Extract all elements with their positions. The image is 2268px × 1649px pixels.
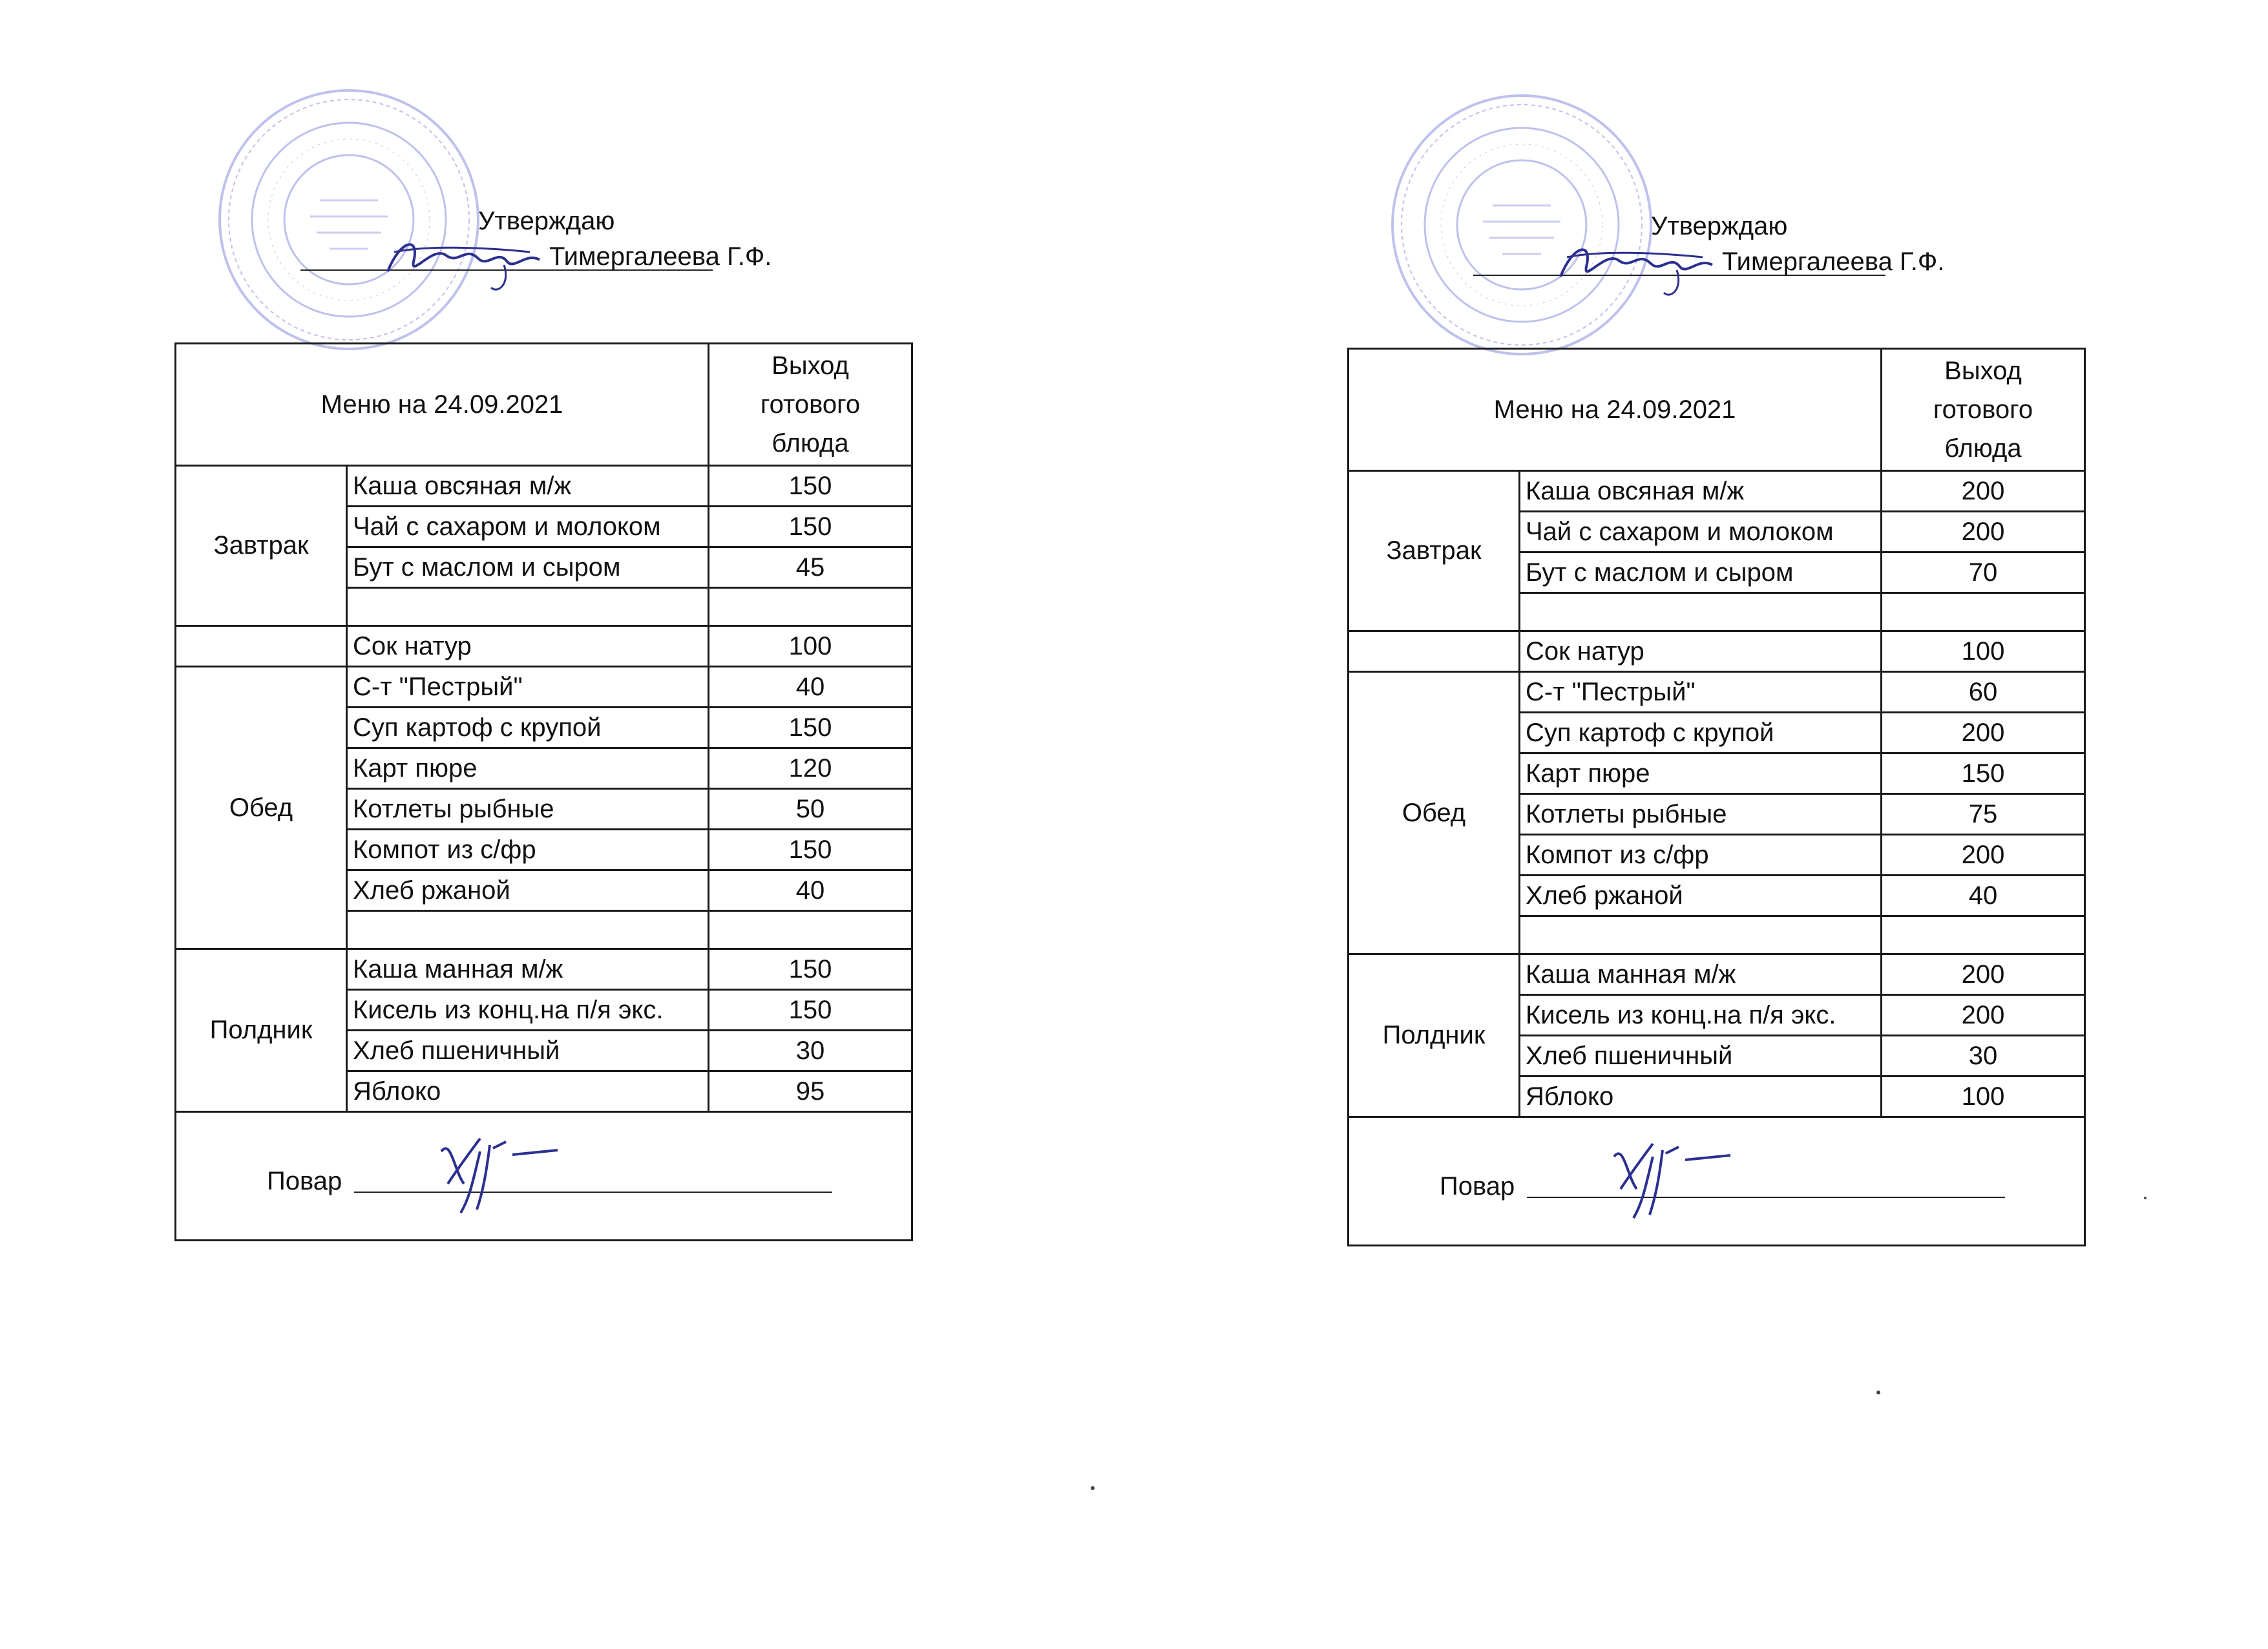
menu-title: Меню на 24.09.2021 <box>1349 349 1882 471</box>
dish-amount: 150 <box>709 830 912 870</box>
dish-amount: 60 <box>1882 672 2085 713</box>
dish-amount: 40 <box>709 870 912 911</box>
approve-label: Утверждаю <box>1651 212 1788 240</box>
cook-signature-block <box>176 1112 912 1241</box>
dish-name: Кисель из конц.на п/я экс. <box>1520 995 1882 1036</box>
dish-amount: 50 <box>709 789 912 830</box>
output-column-header: Выход готового блюда <box>1882 349 2085 471</box>
meal-breakfast: Завтрак <box>1349 471 1520 631</box>
cook-label: Повар <box>1440 1172 1515 1201</box>
dish-name: Каша манная м/ж <box>1520 954 1882 995</box>
dish-amount: 100 <box>1882 1077 2085 1117</box>
dish-name: Каша овсяная м/ж <box>1520 471 1882 512</box>
dish-amount: 100 <box>709 626 912 667</box>
blank-cell <box>709 588 912 626</box>
dish-amount: 150 <box>709 949 912 990</box>
dish-amount: 150 <box>709 990 912 1031</box>
meal-snack-blank <box>1349 631 1520 672</box>
table-row <box>176 466 912 507</box>
blank-cell <box>1882 916 2085 954</box>
dish-name: С-т "Пестрый" <box>1520 672 1882 713</box>
dish-name: Хлеб пшеничный <box>347 1031 709 1071</box>
blank-cell <box>1520 916 1882 954</box>
menu-table <box>174 342 913 1241</box>
footer-row <box>1349 1117 2085 1246</box>
dish-name: Сок натур <box>347 626 709 667</box>
dish-name: Хлеб ржаной <box>1520 876 1882 916</box>
dish-name: Бут с маслом и сыром <box>1520 552 1882 593</box>
dish-name: Компот из с/фр <box>1520 835 1882 876</box>
dish-amount: 70 <box>1882 552 2085 593</box>
dish-name: Хлеб пшеничный <box>1520 1036 1882 1077</box>
meal-lunch: Обед <box>1349 672 1520 954</box>
dish-amount: 40 <box>1882 876 2085 916</box>
table-row <box>1349 471 2085 512</box>
dish-amount: 200 <box>1882 995 2085 1036</box>
scan-speck <box>2144 1197 2147 1199</box>
dish-name: Хлеб ржаной <box>347 870 709 911</box>
scan-speck <box>1091 1486 1095 1490</box>
meal-afternoon: Полдник <box>1349 954 1520 1117</box>
dish-amount: 200 <box>1882 471 2085 512</box>
meal-lunch: Обед <box>176 667 347 949</box>
dish-name: Яблоко <box>1520 1077 1882 1117</box>
footer-row <box>176 1112 912 1241</box>
dish-amount: 45 <box>709 547 912 588</box>
cook-label: Повар <box>267 1167 342 1195</box>
dish-amount: 200 <box>1882 954 2085 995</box>
table-row <box>1349 672 2085 713</box>
dish-name: Компот из с/фр <box>347 830 709 870</box>
dish-amount: 100 <box>1882 631 2085 672</box>
dish-name: Суп картоф с крупой <box>1520 713 1882 753</box>
approver-name: Тимергалеева Г.Ф. <box>549 242 772 271</box>
dish-amount: 200 <box>1882 835 2085 876</box>
dish-name: Бут с маслом и сыром <box>347 547 709 588</box>
menu-sheet-1 <box>162 78 905 1195</box>
dish-amount: 30 <box>709 1031 912 1071</box>
header-row <box>176 344 912 466</box>
meal-afternoon: Полдник <box>176 949 347 1112</box>
dish-name: Каша овсяная м/ж <box>347 466 709 507</box>
dish-amount: 200 <box>1882 512 2085 552</box>
table-row <box>176 626 912 667</box>
table-row <box>1349 954 2085 995</box>
dish-name: Сок натур <box>1520 631 1882 672</box>
dish-name: Чай с сахаром и молоком <box>347 507 709 547</box>
dish-name: Кисель из конц.на п/я экс. <box>347 990 709 1031</box>
dish-name: Яблоко <box>347 1071 709 1112</box>
dish-amount: 150 <box>709 466 912 507</box>
cook-signature <box>435 1126 564 1216</box>
table-row <box>176 667 912 708</box>
dish-amount: 150 <box>1882 753 2085 794</box>
head-signature <box>1548 231 1722 302</box>
dish-name: Котлеты рыбные <box>1520 794 1882 835</box>
dish-name: Суп картоф с крупой <box>347 708 709 748</box>
head-signature <box>375 226 549 297</box>
approve-label: Утверждаю <box>478 207 615 235</box>
approver-name: Тимергалеева Г.Ф. <box>1722 247 1945 276</box>
dish-amount: 30 <box>1882 1036 2085 1077</box>
official-stamp <box>1386 89 1657 361</box>
dish-name: Каша манная м/ж <box>347 949 709 990</box>
dish-name: С-т "Пестрый" <box>347 667 709 708</box>
dish-amount: 150 <box>709 708 912 748</box>
menu-title: Меню на 24.09.2021 <box>176 344 709 466</box>
table-row <box>1349 631 2085 672</box>
output-column-header: Выход готового блюда <box>709 344 912 466</box>
blank-cell <box>347 588 709 626</box>
menu-sheet-2 <box>1334 83 2077 1201</box>
cook-signature-block <box>1349 1117 2085 1246</box>
cook-signature-line <box>1527 1197 2005 1198</box>
blank-cell <box>347 911 709 949</box>
blank-cell <box>709 911 912 949</box>
official-stamp <box>213 84 485 355</box>
blank-cell <box>1882 593 2085 631</box>
table-row <box>176 949 912 990</box>
dish-amount: 200 <box>1882 713 2085 753</box>
header-row <box>1349 349 2085 471</box>
meal-snack-blank <box>176 626 347 667</box>
scan-speck <box>1876 1391 1880 1394</box>
dish-name: Карт пюре <box>347 748 709 789</box>
dish-name: Чай с сахаром и молоком <box>1520 512 1882 552</box>
dish-amount: 95 <box>709 1071 912 1112</box>
dish-name: Котлеты рыбные <box>347 789 709 830</box>
cook-signature <box>1608 1131 1737 1221</box>
blank-cell <box>1520 593 1882 631</box>
meal-breakfast: Завтрак <box>176 466 347 626</box>
menu-table <box>1347 348 2086 1246</box>
dish-amount: 40 <box>709 667 912 708</box>
dish-name: Карт пюре <box>1520 753 1882 794</box>
dish-amount: 75 <box>1882 794 2085 835</box>
cook-signature-line <box>354 1192 832 1193</box>
dish-amount: 150 <box>709 507 912 547</box>
dish-amount: 120 <box>709 748 912 789</box>
